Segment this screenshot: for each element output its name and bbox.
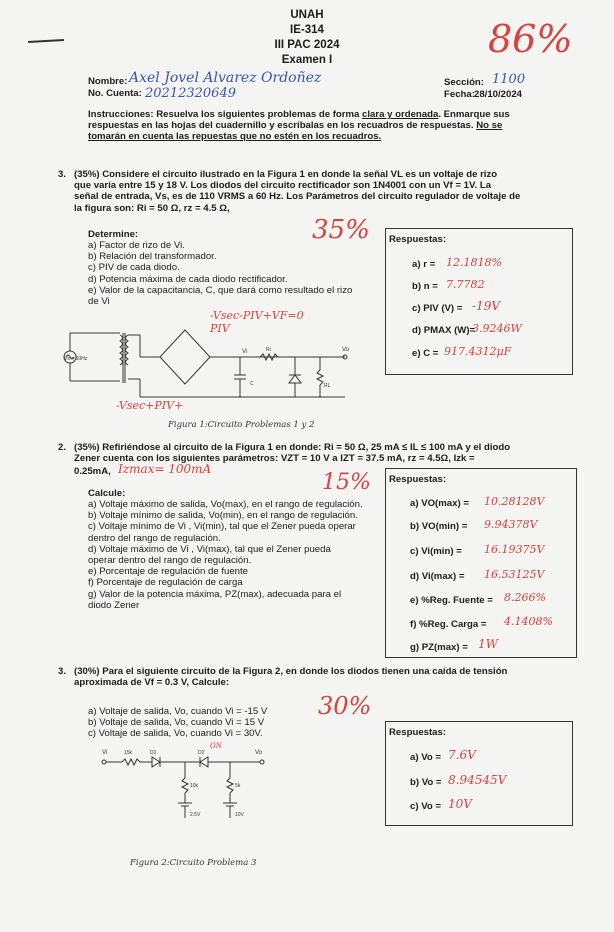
answer-a-label: a) Vo = (410, 752, 442, 763)
problem3-answer-box (385, 721, 573, 826)
problem3-item: c) Voltaje de salida, Vo, cuando Vi = 30V. (88, 728, 263, 740)
problem3-statement (74, 666, 554, 688)
fig2-v1-label: 2.5V (190, 812, 201, 818)
calculate-title: Calcule: (88, 488, 126, 499)
answer-c-value: 10V (448, 797, 472, 811)
problem2-item: e) Porcentaje de regulación de fuente (88, 566, 249, 578)
answers-title: Respuestas: (389, 727, 447, 738)
account-value: 20212320649 (145, 86, 236, 101)
problem3-line: (30%) Para el siguiente circuito de la Figura 2, en donde los diodos tienen una caída de tensión (74, 666, 508, 677)
circuit-c-label: C (250, 381, 254, 387)
fig2-v2-label: 10V (235, 812, 244, 818)
answer-c-label: c) Vi(min) = (410, 546, 462, 557)
name-label: Nombre: (88, 76, 128, 87)
problem1-item: b) Relación del transformador. (88, 251, 217, 263)
answer-g-value: 1W (478, 637, 498, 651)
fig2-r1-label: 15k (124, 750, 133, 756)
exam-grade: 86% (488, 17, 573, 61)
fig2-r3-label: 5k (235, 783, 241, 789)
problem1-statement (74, 169, 554, 214)
circuit-ri-label: Ri (266, 347, 271, 353)
problem2-grade: 15% (322, 470, 371, 495)
answer-b-value: 8.94545V (448, 773, 507, 787)
figure1-caption: Figura 1:Circuito Problemas 1 y 2 (168, 420, 315, 430)
problem2-item: operar dentro del rango de regulación. (88, 555, 252, 567)
answer-a-value: 7.6V (448, 748, 476, 762)
answer-d-value: 16.53125V (484, 568, 545, 581)
problem2-item: f) Porcentaje de regulación de carga (88, 577, 243, 589)
instructions (88, 109, 558, 143)
instructions-text1-underline: clara y ordenada (362, 109, 439, 120)
date-value: 28/10/2024 (474, 89, 523, 100)
answers-title: Respuestas: (389, 234, 447, 245)
section-value: 1100 (492, 72, 526, 87)
problem2-item: a) Voltaje máximo de salida, Vo(max), en el rango de regulación. (88, 499, 363, 510)
problem2-number: 2. (58, 442, 67, 453)
circuit-vs-label: Vs = 60Hz (64, 356, 88, 362)
instructions-text3: tomarán en cuenta las repuestas que no estén en los recuadros. (88, 131, 382, 143)
problem2-item: g) Valor de la potencia máxima, PZ(max), adecuada para el (88, 588, 342, 600)
answer-b-label: b) VO(min) = (410, 521, 468, 532)
answer-d-value: 3.9246W (472, 322, 522, 335)
figure2-circuit (100, 738, 270, 833)
answer-a-label: a) VO(max) = (410, 498, 469, 509)
course-code: IE-314 (290, 24, 324, 36)
fig2-on-note: ON (210, 742, 222, 750)
university-name: UNAH (290, 9, 324, 21)
answer-e-label: e) %Reg. Fuente = (410, 595, 493, 606)
problem1-line: (35%) Considere el circuito ilustrado en la Figura 1 en donde la señal VL es un voltaje de rizo (74, 169, 498, 180)
date-label: Fecha: (444, 89, 475, 100)
answer-a-value: 12.1818% (446, 256, 502, 269)
handwritten-izmax: Izmax= 100mA (118, 462, 212, 476)
problem3-items (88, 706, 378, 740)
problem1-grade: 35% (312, 215, 370, 245)
answer-e-value: 8.266% (504, 591, 546, 604)
handwritten-note-kvl2: -Vsec+PIV+ (116, 399, 184, 412)
answer-a-label: a) r = (412, 259, 436, 270)
answer-g-label: g) PZ(max) = (410, 642, 468, 653)
answer-d-label: d) Vi(max) = (410, 571, 465, 582)
problem3-item: b) Voltaje de salida, Vo, cuando Vi = 15 V (88, 717, 265, 729)
problem2-item: d) Voltaje máximo de Vi , Vi(max), tal que el Zener pueda (88, 543, 331, 555)
instructions-text1-end: . Enmarque sus (438, 109, 510, 120)
problem2-line: (35%) Refiriéndose al circuito de la Figura 1 en donde: Ri = 50 Ω, 25 mA ≤ IL ≤ 100 mA y el diodo (74, 442, 511, 453)
problem1-item: de Vi (88, 296, 110, 308)
problem2-item: diodo Zener (88, 599, 140, 611)
answer-b-label: b) Vo = (410, 777, 442, 788)
problem3-line: aproximada de Vf = 0.3 V, Calcule: (74, 677, 230, 689)
problem2-items (88, 499, 378, 611)
fig2-d2-label: D2 (198, 750, 205, 756)
handwritten-note-kvl: -Vsec-PIV+VF=0 (210, 309, 304, 322)
answer-e-value: 917.4312µF (444, 345, 512, 358)
handwritten-piv: PIV (210, 322, 230, 335)
fig2-r2-label: 10k (190, 783, 199, 789)
problem1-item: e) Valor de la capacitancia, C, que dará como resultado el rizo (88, 284, 353, 296)
determine-title: Determine: (88, 229, 139, 240)
problem2-item: b) Voltaje mínimo de salida, Vo(min), en el rango de regulación. (88, 510, 358, 522)
problem2-line: Zener cuenta con los siguientes parámetros: VZT = 10 V a IZT = 37.5 mA, rz = 4.5Ω, Izk = (74, 453, 475, 465)
problem3-grade: 30% (318, 692, 372, 720)
circuit-vo-label: Vo (342, 347, 350, 353)
answer-d-label: d) PMAX (W)= (412, 325, 476, 336)
circuit-vi-label: Vi (242, 349, 248, 355)
answer-a-value: 10.28128V (484, 495, 545, 508)
problem1-item: a) Factor de rizo de Vi. (88, 240, 185, 251)
problem1-item: c) PIV de cada diodo. (88, 262, 180, 274)
instructions-text2-underline: No se (476, 120, 503, 132)
answer-b-label: b) n = (412, 281, 438, 292)
problem3-item: a) Voltaje de salida, Vo, cuando Vi = -15 V (88, 706, 268, 717)
answer-f-label: f) %Reg. Carga = (410, 619, 487, 630)
instructions-text2: respuestas en las hojas del cuadernillo y escríbalas en los recuadros de respuestas. (88, 120, 474, 132)
figure2-caption: Figura 2:Circuito Problema 3 (130, 858, 257, 868)
problem1-items (88, 240, 388, 307)
problem1-item: d) Potencia máxima de cada diodo rectificador. (88, 273, 288, 285)
problem2-item: c) Voltaje mínimo de Vi , Vi(min), tal que el Zener pueda operar (88, 521, 356, 533)
answer-c-value: 16.19375V (484, 543, 545, 556)
fig2-vo-label: Vo (255, 750, 263, 756)
section-label: Sección: (444, 77, 484, 88)
problem2-answer-box (385, 468, 577, 658)
problem3-number: 3. (58, 666, 67, 677)
fig2-vi-label: Vi (102, 750, 108, 756)
answer-e-label: e) C = (412, 348, 439, 359)
answer-c-label: c) PIV (V) = (412, 303, 463, 314)
answer-c-label: c) Vo = (410, 801, 442, 812)
problem1-line: señal de entrada, Vs, es de 110 VRMS a 60 Hz. Los Parámetros del circuito regulador de voltaje de (74, 191, 521, 203)
answer-b-value: 7.7782 (446, 278, 485, 291)
problem1-line: la figura son: Ri = 50 Ω, rz = 4.5 Ω, (74, 202, 230, 214)
problem1-number: 3. (58, 169, 67, 180)
figure1-circuit (60, 325, 360, 410)
account-label: No. Cuenta: (88, 88, 142, 99)
answer-b-value: 9.94378V (484, 518, 538, 531)
problem1-line: que varía entre 15 y 18 V. Los diodos del circuito rectificador son 1N4001 con un Vf = 1V. La (74, 180, 492, 192)
name-value: Axel Jovel Alvarez Ordoñez (129, 70, 322, 86)
problem2-item: dentro del rango de regulación. (88, 532, 221, 544)
answer-f-value: 4.1408% (504, 615, 553, 628)
exam-title: Examen I (281, 54, 333, 66)
instructions-text1: Instrucciones: Resuelva los siguientes problemas de forma (88, 109, 360, 120)
problem2-line3: 0.25mA, (74, 466, 111, 477)
answer-c-value: -19V (472, 299, 500, 313)
problem1-answer-box (385, 228, 573, 375)
fig2-d1-label: D1 (150, 750, 157, 756)
circuit-rl-label: RL (324, 383, 331, 389)
academic-period: III PAC 2024 (274, 39, 340, 51)
answers-title: Respuestas: (389, 474, 447, 485)
